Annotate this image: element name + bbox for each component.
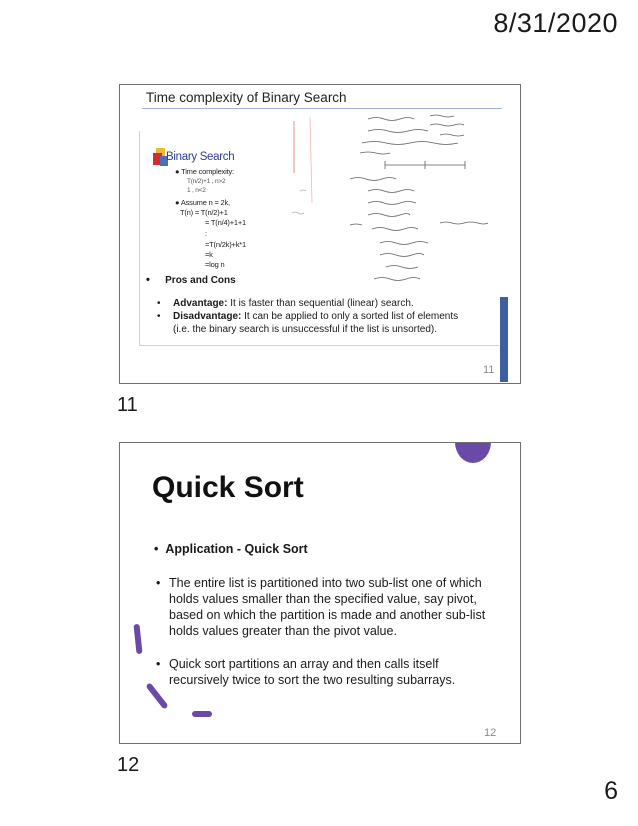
handout-page-number: 6 (604, 777, 618, 805)
time-complexity-label: ● Time complexity: (175, 167, 234, 176)
bullet-item: • Quick sort partitions an array and then calls itself recursively twice to sort the two resulting subarrays. (156, 657, 456, 687)
slide-outer-label: 12 (117, 754, 140, 776)
derivation-line: =log n (205, 260, 225, 269)
slide-title: Quick Sort (152, 471, 304, 504)
slide-number: 12 (484, 727, 497, 739)
slide-outer-label: 11 (117, 394, 138, 416)
decorative-stroke (133, 624, 142, 654)
recurrence-line: 1 , n<2 (187, 187, 206, 194)
title-underline (142, 108, 502, 109)
slide-number: 11 (483, 364, 495, 376)
disadvantage-bullet: • Disadvantage: It can be applied to only a sorted list of elements (i.e. the binary search is unsuccessful if the list is unsorted). (157, 311, 459, 335)
inner-slide-border-left (139, 131, 140, 346)
decorative-circle (455, 442, 491, 463)
derivation-line: T(n) = T(n/2)+1 (180, 208, 228, 217)
derivation-line: =T(n/2k)+k*1 (205, 240, 246, 249)
inner-slide-title: Binary Search (166, 151, 235, 163)
decorative-bar (500, 297, 508, 382)
application-heading: • Application - Quick Sort (154, 542, 308, 556)
derivation-line: = T(n/4)+1+1 (205, 218, 247, 227)
derivation-line: : (205, 229, 207, 238)
slide-title: Time complexity of Binary Search (146, 90, 347, 105)
pros-cons-heading: • Pros and Cons (146, 274, 236, 286)
derivation-line: =k (205, 250, 213, 259)
handout-date: 8/31/2020 (493, 8, 618, 38)
inner-slide-border-bottom (139, 345, 499, 346)
advantage-bullet: • Advantage: It is faster than sequential (linear) search. (157, 298, 414, 309)
decorative-stroke (192, 711, 212, 717)
recurrence-line: T(n/2)+1 , n>2 (187, 178, 226, 185)
assumption-line: ● Assume n = 2k, (175, 198, 230, 207)
handwritten-notes-image (290, 113, 515, 283)
bullet-item: • The entire list is partitioned into two sub-list one of which holds values smaller than the specified value, say pivot, based on which the partition is made and another sub-list holds values greater than the pivot value. (156, 576, 486, 638)
slide-11-thumbnail (119, 84, 521, 384)
slide-12-thumbnail (119, 442, 521, 744)
decorative-stroke (145, 682, 168, 709)
